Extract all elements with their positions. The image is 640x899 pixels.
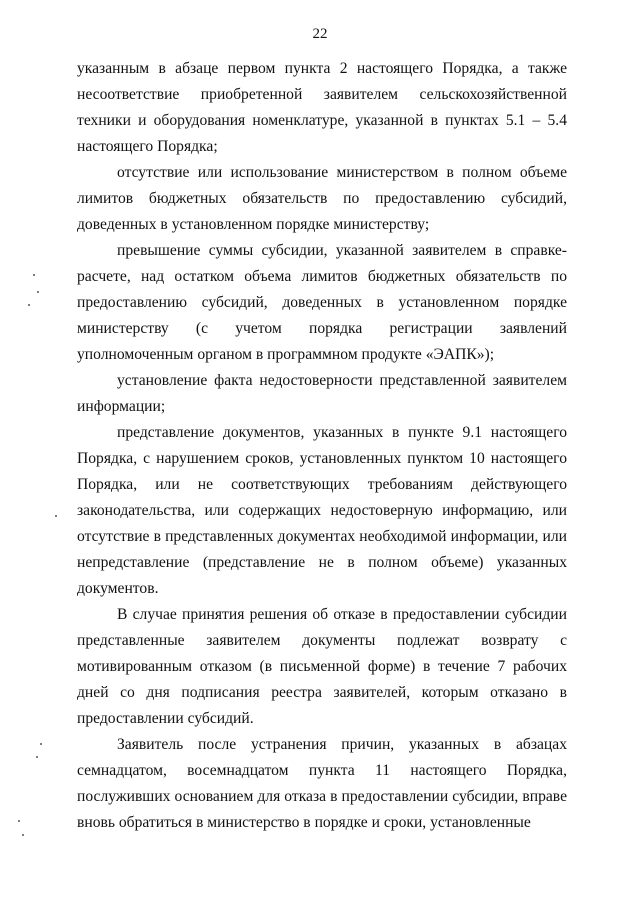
paragraph-subsidy-excess: превышение суммы субсидии, указанной заявителем в справке-расчете, над остатком объема лимитов бюджетных обязательств по предоставлению субсидий, доведенных в установленном порядке министерству (с учетом порядка регистрации заявлений уполномоченным органом в программном продукте «ЭАПК»); <box>77 242 567 363</box>
paragraph-document-violations: представление документов, указанных в пункте 9.1 настоящего Порядка, с нарушением сроков, установленных пунктом 10 настоящего Порядка, или не соответствующих требованиям действующего законодательства, или содержащих недостоверную информацию, или отсутствие в представленных документах необходимой информации, или непредставление (представление не в полном объеме) указанных документов. <box>77 424 567 597</box>
scan-speck <box>40 743 42 745</box>
scan-speck <box>18 820 20 822</box>
scan-speck <box>22 834 24 836</box>
scan-speck <box>36 756 38 758</box>
scan-speck <box>33 274 35 276</box>
paragraph-reapplication: Заявитель после устранения причин, указанных в абзацах семнадцатом, восемнадцатом пункта 11 настоящего Порядка, послуживших основанием для отказа в предоставлении субсидии, вправе вновь обратиться в министерство в порядке и сроки, установленные <box>77 736 567 831</box>
paragraph-continuation: указанным в абзаце первом пункта 2 настоящего Порядка, а также несоответствие приобретенной заявителем сельскохозяйственной техники и оборудования номенклатуре, указанной в пунктах 5.1 – 5.4 настоящего Порядка; <box>77 60 567 155</box>
paragraph-refusal-return: В случае принятия решения об отказе в предоставлении субсидии представленные заявителем документы подлежат возврату с мотивированным отказом (в письменной форме) в течение 7 рабочих дней со дня подписания реестра заявителей, которым отказано в предоставлении субсидий. <box>77 606 567 727</box>
scan-speck <box>28 304 30 306</box>
paragraph-false-information: установление факта недостоверности представленной заявителем информации; <box>77 372 567 415</box>
page-number: 22 <box>312 26 328 42</box>
scan-speck <box>55 515 57 517</box>
scan-speck <box>37 291 39 293</box>
paragraph-limits-absence: отсутствие или использование министерством в полном объеме лимитов бюджетных обязательств по предоставлению субсидий, доведенных в установленном порядке министерству; <box>77 164 567 233</box>
document-body <box>77 56 567 836</box>
